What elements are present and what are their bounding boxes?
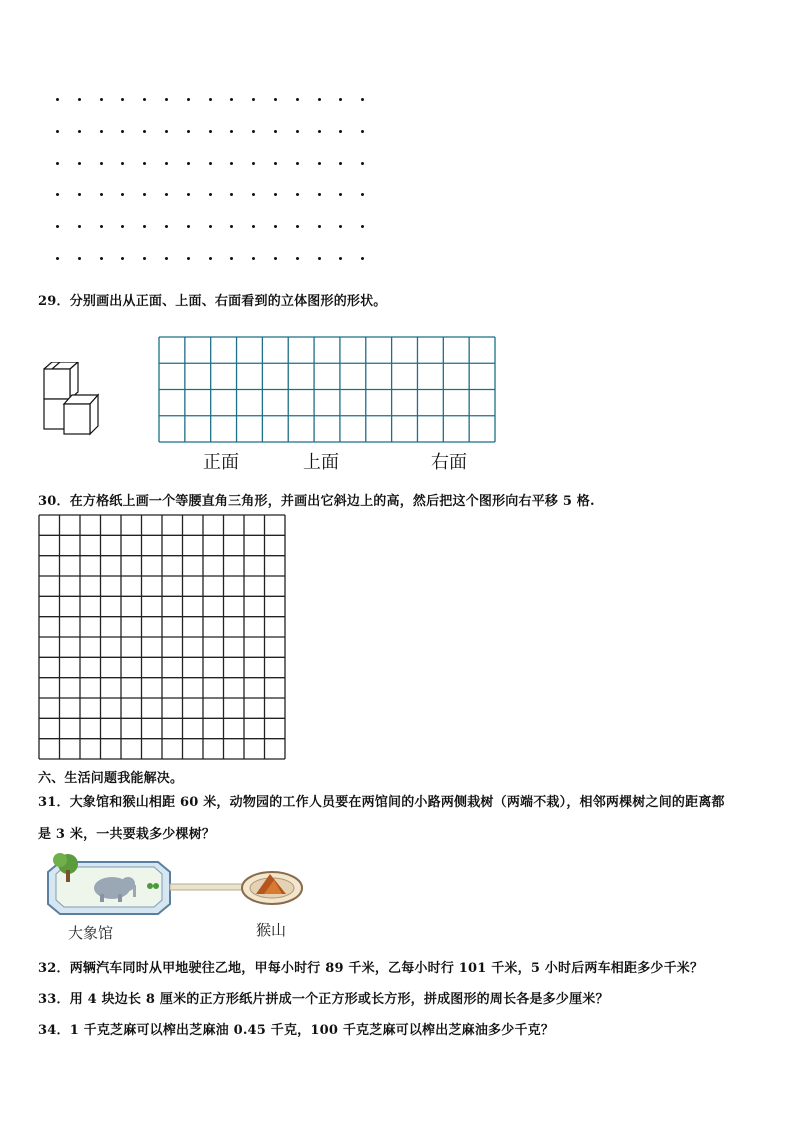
grid-dot bbox=[100, 193, 103, 196]
grid-dot bbox=[209, 130, 212, 133]
grid-dot bbox=[143, 162, 146, 165]
grid-dot bbox=[78, 193, 81, 196]
grid-dot bbox=[361, 98, 364, 101]
grid-dot bbox=[252, 257, 255, 260]
right-view-label: 右面 bbox=[431, 452, 467, 473]
grid-dot bbox=[165, 225, 168, 228]
grid-dot bbox=[100, 225, 103, 228]
question-29-text: 29．分别画出从正面、上面、右面看到的立体图形的形状。 bbox=[38, 294, 387, 309]
front-view-label: 正面 bbox=[203, 452, 239, 473]
grid-dot bbox=[230, 225, 233, 228]
grid-dot bbox=[339, 225, 342, 228]
grid-dot bbox=[143, 225, 146, 228]
grid-dot bbox=[230, 257, 233, 260]
grid-dot bbox=[274, 130, 277, 133]
section-6-heading: 六、生活问题我能解决。 bbox=[38, 771, 184, 786]
grid-dot bbox=[339, 193, 342, 196]
grid-dot bbox=[274, 225, 277, 228]
grid-dot bbox=[361, 130, 364, 133]
grid-dot bbox=[318, 130, 321, 133]
grid-dot bbox=[209, 98, 212, 101]
cube-stack-figure bbox=[38, 362, 110, 442]
grid-dot bbox=[339, 257, 342, 260]
grid-dot bbox=[209, 257, 212, 260]
grid-dot bbox=[78, 257, 81, 260]
grid-dot bbox=[56, 162, 59, 165]
question-34-text: 34．1 千克芝麻可以榨出芝麻油 0.45 千克，100 千克芝麻可以榨出芝麻油多少千克？ bbox=[38, 1023, 555, 1038]
grid-dot bbox=[165, 257, 168, 260]
grid-dot bbox=[274, 162, 277, 165]
question-31-line-1: 31．大象馆和猴山相距 60 米，动物园的工作人员要在两馆间的小路两侧栽树（两端不栽），相邻两棵树之间的距离都 bbox=[38, 795, 725, 810]
grid-dot bbox=[165, 130, 168, 133]
grid-dot bbox=[56, 193, 59, 196]
grid-dot bbox=[78, 98, 81, 101]
grid-dot bbox=[121, 130, 124, 133]
grid-dot bbox=[252, 130, 255, 133]
grid-dot bbox=[56, 225, 59, 228]
grid-dot bbox=[100, 130, 103, 133]
grid-dot bbox=[165, 162, 168, 165]
grid-dot bbox=[361, 162, 364, 165]
monkey-hill-label: 猴山 bbox=[256, 921, 287, 939]
grid-dot bbox=[252, 193, 255, 196]
grid-dot bbox=[296, 98, 299, 101]
grid-dot bbox=[187, 130, 190, 133]
grid-dot bbox=[100, 98, 103, 101]
grid-dot bbox=[56, 130, 59, 133]
grid-dot bbox=[318, 193, 321, 196]
grid-dot bbox=[252, 162, 255, 165]
grid-dot bbox=[230, 130, 233, 133]
grid-dot bbox=[361, 193, 364, 196]
grid-dot bbox=[209, 162, 212, 165]
grid-dot bbox=[143, 130, 146, 133]
grid-dot bbox=[187, 193, 190, 196]
grid-dot bbox=[56, 98, 59, 101]
grid-dot bbox=[78, 130, 81, 133]
grid-dot bbox=[187, 257, 190, 260]
question-30-text: 30．在方格纸上画一个等腰直角三角形，并画出它斜边上的高，然后把这个图形向右平移 5 格. bbox=[38, 494, 595, 509]
grid-dot bbox=[252, 225, 255, 228]
grid-dot bbox=[274, 98, 277, 101]
zoo-path-illustration bbox=[40, 852, 305, 922]
grid-dot bbox=[296, 193, 299, 196]
grid-dot bbox=[296, 257, 299, 260]
square-grid-paper[interactable] bbox=[38, 514, 286, 760]
grid-dot bbox=[318, 98, 321, 101]
question-32-text: 32．两辆汽车同时从甲地驶往乙地，甲每小时行 89 千米，乙每小时行 101 千米，5 小时后两车相距多少千米？ bbox=[38, 961, 704, 976]
grid-dot bbox=[230, 162, 233, 165]
grid-dot bbox=[339, 98, 342, 101]
grid-dot bbox=[121, 162, 124, 165]
question-33-text: 33．用 4 块边长 8 厘米的正方形纸片拼成一个正方形或长方形，拼成图形的周长各是多少厘米？ bbox=[38, 992, 609, 1007]
grid-dot bbox=[187, 162, 190, 165]
grid-dot bbox=[100, 257, 103, 260]
grid-dot bbox=[274, 257, 277, 260]
grid-dot bbox=[230, 98, 233, 101]
grid-dot bbox=[121, 98, 124, 101]
grid-dot bbox=[187, 225, 190, 228]
grid-dot bbox=[121, 193, 124, 196]
grid-dot bbox=[143, 193, 146, 196]
grid-dot bbox=[318, 162, 321, 165]
grid-dot bbox=[230, 193, 233, 196]
elephant-house-label: 大象馆 bbox=[68, 924, 114, 942]
grid-dot bbox=[121, 257, 124, 260]
view-drawing-grid[interactable] bbox=[158, 336, 496, 443]
grid-dot bbox=[318, 225, 321, 228]
grid-dot bbox=[78, 225, 81, 228]
grid-dot bbox=[339, 162, 342, 165]
grid-dot bbox=[361, 257, 364, 260]
grid-dot bbox=[143, 98, 146, 101]
grid-dot bbox=[339, 130, 342, 133]
grid-dot bbox=[209, 193, 212, 196]
grid-dot bbox=[296, 162, 299, 165]
grid-dot bbox=[100, 162, 103, 165]
question-31-line-2: 是 3 米，一共要栽多少棵树？ bbox=[38, 827, 216, 842]
grid-dot bbox=[187, 98, 190, 101]
grid-dot bbox=[56, 257, 59, 260]
grid-dot bbox=[296, 130, 299, 133]
grid-dot bbox=[274, 193, 277, 196]
grid-dot bbox=[121, 225, 124, 228]
grid-dot bbox=[296, 225, 299, 228]
grid-dot bbox=[78, 162, 81, 165]
grid-dot bbox=[143, 257, 146, 260]
grid-dot bbox=[165, 98, 168, 101]
grid-dot bbox=[209, 225, 212, 228]
grid-dot bbox=[165, 193, 168, 196]
top-view-label: 上面 bbox=[303, 452, 339, 473]
grid-dot bbox=[361, 225, 364, 228]
grid-dot bbox=[318, 257, 321, 260]
grid-dot bbox=[252, 98, 255, 101]
